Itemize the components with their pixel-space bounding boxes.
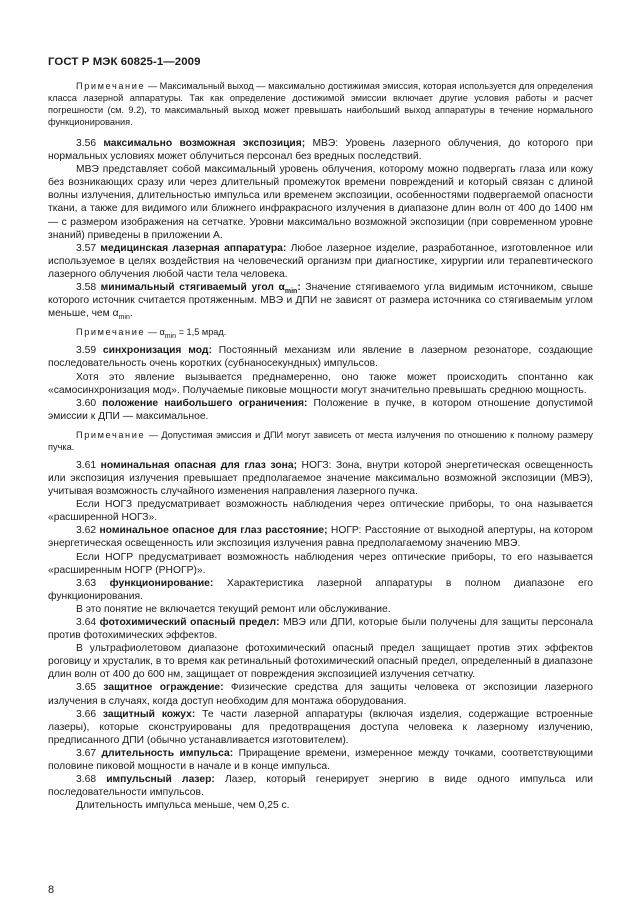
definition-text: НОГР: Расстояние от выходной апертуры, на котором энергетическая освещенность или экспозиция излучения равна предполагаемому значению МВЭ. bbox=[48, 525, 593, 550]
paragraph-3-61-detail: Если НОГЗ предусматривает возможность наблюдения через оптические приборы, то она называется «расширенной НОГЗ». bbox=[48, 499, 593, 524]
paragraph-3-62-detail: Если НОГР предусматривает возможность наблюдения через оптические приборы, то его называется «расширенным НОГР (РНОГР)». bbox=[48, 551, 593, 576]
paragraph-3-63-detail: В это понятие не включается текущий ремонт или обслуживание. bbox=[76, 603, 391, 615]
definition-3-66 bbox=[48, 708, 593, 747]
term: номинальная опасная для глаз зона; bbox=[100, 459, 297, 471]
definition-3-58: 3.58 минимальный стягиваемый угол $\alpha_{min}$: Значение стягиваемого угла видимым источником, свыше которого источник считается протяженным. МВЭ и ДПИ не зависят от размера источника со стягиваемым углом меньше, чем $\alpha_{min}$. bbox=[48, 282, 593, 322]
page-number: 8 bbox=[48, 884, 55, 896]
note-emission bbox=[48, 429, 593, 453]
clause-number: 3.60 bbox=[76, 397, 103, 409]
subscript-min: min bbox=[118, 314, 130, 322]
term: номинальное опасное для глаз расстояние; bbox=[99, 525, 328, 537]
definition-3-57 bbox=[48, 242, 593, 281]
note-alpha-min: Примечание — $\alpha_{min} = 1,5$ мрад. bbox=[76, 327, 227, 341]
clause-number: 3.64 bbox=[76, 617, 100, 628]
paragraph-3-56-detail: МВЭ представляет собой максимальный уровень облучения, которому можно подвергать глаза или кожу без возникающих сразу или через длительный промежуток времени повреждений и который связан с длиной волны излучения, длительностью импульса или временем экспозиции, особенностями подвергаемой опасности ткани, а также для видимого или ближнего инфракрасного излучения в диапазоне длин волн от 400 до 1400 нм — с размером изображения на сетчатке. Уровни максимально возможной экспозиции (при современном уровне знаний) приведены в приложении А. bbox=[48, 164, 593, 241]
paragraph-3-59-detail: Хотя это явление вызывается преднамеренно, оно также может происходить спонтанно как «самосинхронизация мод». Получаемые пиковые мощности могут значительно превышать среднюю мощность. bbox=[48, 371, 593, 396]
term: синхронизация мод: bbox=[102, 345, 212, 357]
note-label: Примечание bbox=[76, 429, 146, 440]
definition-text: Постоянный механизм или явление в лазерном резонаторе, создающие последовательность очень коротких (субнаносекундных) импульсов. bbox=[48, 345, 593, 370]
definition-text: МВЭ: Уровень лазерного облучения, до которого при нормальных условиях может облучиться персонал без вредных последствий. bbox=[48, 138, 593, 163]
document-body bbox=[48, 80, 593, 812]
definition-text: Положение в пучке, в котором отношение допустимой эмиссии к ДПИ — максимальное. bbox=[48, 397, 593, 422]
paragraph-3-64-detail: В ультрафиолетовом диапазоне фотохимический опасный предел защищает против этих эффектов роговицу и хрусталик, в то время как ретинальный фотохимический опасный предел, определенный в диапазоне длин волн от 400 до 600 нм, защищает от повреждения экспозицией излучения сетчатку. bbox=[48, 643, 593, 681]
term: импульсный лазер: bbox=[106, 774, 215, 786]
clause-number: 3.56 bbox=[76, 138, 104, 149]
clause-number: 3.57 bbox=[76, 242, 101, 254]
paragraph-3-68-detail: Длительность импульса меньше, чем 0,25 с. bbox=[76, 800, 290, 812]
note-label: Примечание bbox=[76, 327, 146, 338]
definition-3-65 bbox=[48, 681, 593, 707]
definition-text: Приращение времени, измеренное между точками, соответствующими половине пиковой мощности в начале и в конце импульса. bbox=[48, 747, 593, 773]
note-text: — Допустимая эмиссия и ДПИ могут зависеть от места излучения по отношению к полному размеру пучка. bbox=[48, 429, 593, 452]
term: положение наибольшего ограничения: bbox=[102, 397, 308, 409]
definition-3-63 bbox=[48, 577, 593, 603]
definition-text: Те части лазерной аппаратуры (включая изделия, содержащие встроенные лазеры), которые сконструированы для предотвращения доступа человека к лазерному излучению, предписанного ДПИ (обычно устанавливается изготовителем). bbox=[48, 708, 593, 746]
definition-text: Значение стягиваемого угла видимым источником, свыше которого источник считается протяженным. МВЭ и ДПИ не зависят от размера источника со стягиваемым углом меньше, чем α bbox=[48, 282, 593, 320]
clause-number: 3.58 bbox=[76, 282, 101, 294]
term: медицинская лазерная аппаратура: bbox=[100, 242, 287, 254]
definition-3-59 bbox=[48, 344, 593, 370]
clause-number: 3.68 bbox=[76, 774, 107, 786]
standard-header: ГОСТ Р МЭК 60825-1—2009 bbox=[48, 56, 201, 68]
term: функционирование: bbox=[109, 577, 214, 589]
clause-number: 3.61 bbox=[76, 459, 101, 471]
definition-3-62 bbox=[48, 524, 593, 550]
clause-number: 3.66 bbox=[76, 708, 103, 720]
definition-3-60 bbox=[48, 397, 593, 423]
term: максимально возможная экспозиция; bbox=[103, 138, 306, 149]
definition-text: МВЭ или ДПИ, которые были получены для защиты персонала против фотохимических эффектов. bbox=[48, 617, 593, 642]
definition-3-67 bbox=[48, 747, 593, 773]
term: минимальный стягиваемый угол $\alpha_{min}$: bbox=[100, 282, 301, 296]
subscript-min: min bbox=[164, 333, 177, 341]
definition-text: Характеристика лазерной аппаратуры в полном диапазоне его функционирования. bbox=[48, 577, 593, 602]
definition-3-56 bbox=[48, 137, 593, 163]
clause-number: 3.63 bbox=[76, 577, 110, 589]
term: защитное ограждение: bbox=[103, 682, 224, 694]
definition-text: Лазер, который генерирует энергию в виде одного импульса или последовательности импульсов. bbox=[48, 774, 593, 799]
definition-text: НОГЗ: Зона, внутри которой энергетическая освещенность или экспозиция излучения превышает предполагаемое значение максимально возможной экспозиции (МВЭ), учитывая возможность случайного изменения направления лазерного пучка. bbox=[48, 459, 593, 498]
definition-3-64 bbox=[48, 616, 593, 642]
note-max-output bbox=[48, 80, 593, 128]
clause-number: 3.62 bbox=[76, 525, 100, 537]
clause-number: 3.65 bbox=[76, 682, 104, 694]
definition-3-68 bbox=[48, 773, 593, 799]
term: фотохимический опасный предел: bbox=[99, 617, 280, 628]
term: длительность импульса: bbox=[101, 747, 234, 759]
clause-number: 3.67 bbox=[76, 747, 102, 759]
term: защитный кожух: bbox=[102, 708, 196, 720]
definition-text: Физические средства для защиты человека от экспозиции лазерного излучения в случаях, когда доступ необходим для монтажа оборудования. bbox=[48, 682, 593, 707]
definition-3-61 bbox=[48, 459, 593, 498]
note-text: — Максимальный выход — максимально достижимая эмиссия, которая используется для определения класса лазерной аппаратуры. Так как определение достижимой эмиссии включает другие условия работы и расчет погрешности (см. 9.2), то максимальный выход может превышать наибольший выход аппаратуры в течение нормального функционирования. bbox=[48, 81, 593, 127]
clause-number: 3.59 bbox=[76, 345, 103, 357]
definition-text: Любое лазерное изделие, разработанное, изготовленное или используемое в целях воздействия на человеческий организм при диагностике, хирургии или терапевтического лазерного облучения любой части тела человека. bbox=[48, 242, 593, 280]
note-label: Примечание bbox=[76, 81, 146, 91]
subscript-min: min bbox=[284, 288, 298, 296]
